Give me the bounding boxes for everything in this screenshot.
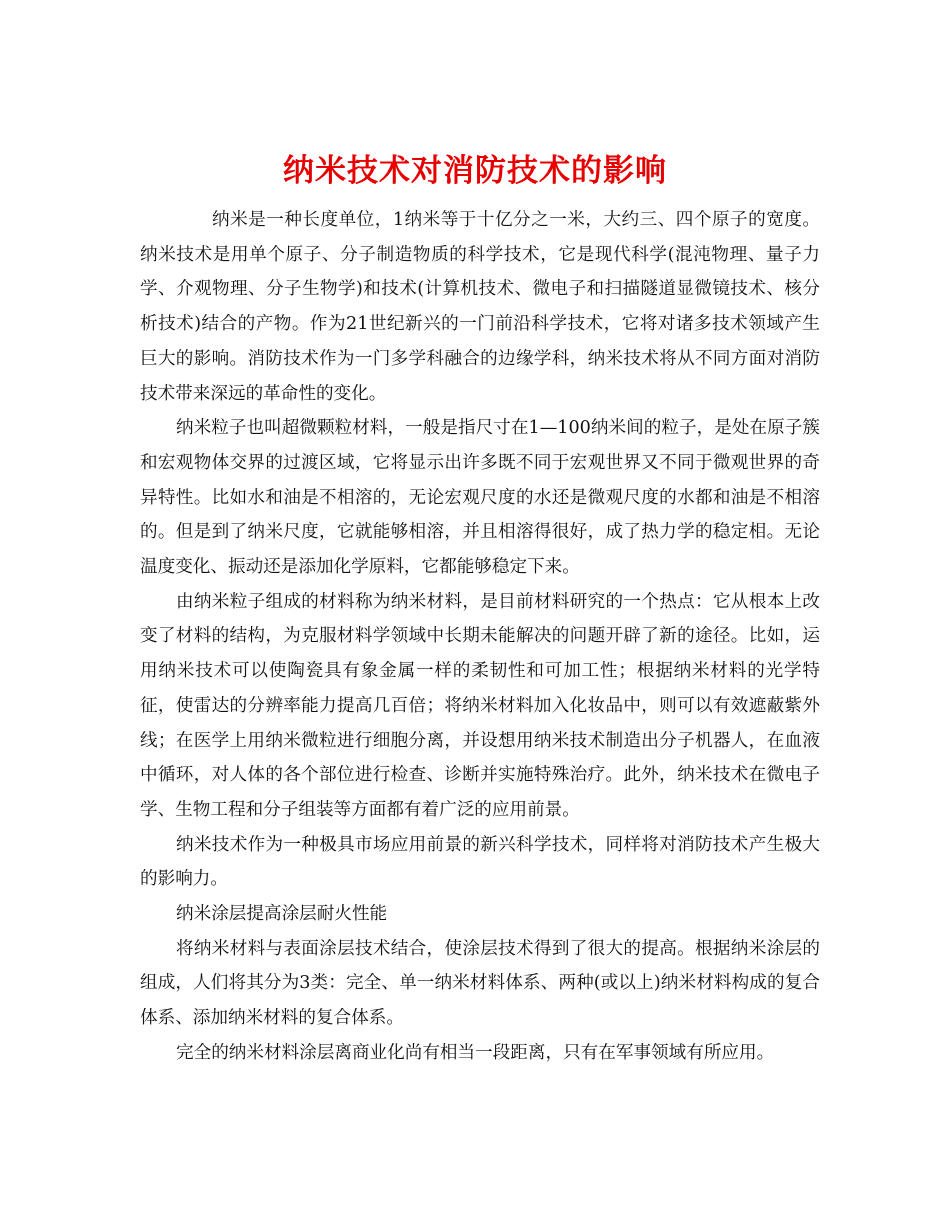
document-body bbox=[140, 203, 820, 1071]
paragraph-nanomaterials: 由纳米粒子组成的材料称为纳米材料，是目前材料研究的一个热点：它从根本上改变了材料的结构，为克服材料学领域中长期未能解决的问题开辟了新的途径。比如，运用纳米技术可以使陶瓷具有象金属一样的柔韧性和可加工性；根据纳米材料的光学特征，使雷达的分辨率能力提高几百倍；将纳米材料加入化妆品中，则可以有效遮蔽紫外线；在医学上用纳米微粒进行细胞分离，并设想用纳米技术制造出分子机器人，在血液中循环，对人体的各个部位进行检查、诊断并实施特殊治疗。此外，纳米技术在微电子学、生物工程和分子组装等方面都有着广泛的应用前景。 bbox=[140, 591, 820, 820]
paragraph-intro: 纳米是一种长度单位，1纳米等于十亿分之一米，大约三、四个原子的宽度。纳米技术是用单个原子、分子制造物质的科学技术，它是现代科学(混沌物理、量子力学、介观物理、分子生物学)和技术(计算机技术、微电子和扫描隧道显微镜技术、核分析技术)结合的产物。作为21世纪新兴的一门前沿科学技术，它将对诸多技术领域产生巨大的影响。消防技术作为一门多学科融合的边缘学科，纳米技术将从不同方面对消防技术带来深远的革命性的变化。 bbox=[140, 210, 820, 404]
paragraph-coating-commercial: 完全的纳米材料涂层离商业化尚有相当一段距离，只有在军事领域有所应用。 bbox=[176, 1042, 775, 1063]
paragraph-fire-impact: 纳米技术作为一种极具市场应用前景的新兴科学技术，同样将对消防技术产生极大的影响力。 bbox=[140, 834, 820, 890]
section-heading-coating: 纳米涂层提高涂层耐火性能 bbox=[176, 904, 388, 925]
document-title: 纳米技术对消防技术的影响 bbox=[283, 152, 667, 189]
paragraph-nanoparticles: 纳米粒子也叫超微颗粒材料，一般是指尺寸在1—100纳米间的粒子，是处在原子簇和宏观物体交界的过渡区域，它将显示出许多既不同于宏观世界又不同于微观世界的奇异特性。比如水和油是不相溶的，无论宏观尺度的水还是微观尺度的水都和油是不相溶的。但是到了纳米尺度，它就能够相溶，并且相溶得很好，成了热力学的稳定相。无论温度变化、振动还是添加化学原料，它都能够稳定下来。 bbox=[140, 418, 820, 578]
paragraph-coating-types: 将纳米材料与表面涂层技术结合，使涂层技术得到了很大的提高。根据纳米涂层的组成，人们将其分为3类：完全、单一纳米材料体系、两种(或以上)纳米材料构成的复合体系、添加纳米材料的复合体系。 bbox=[140, 938, 820, 1029]
